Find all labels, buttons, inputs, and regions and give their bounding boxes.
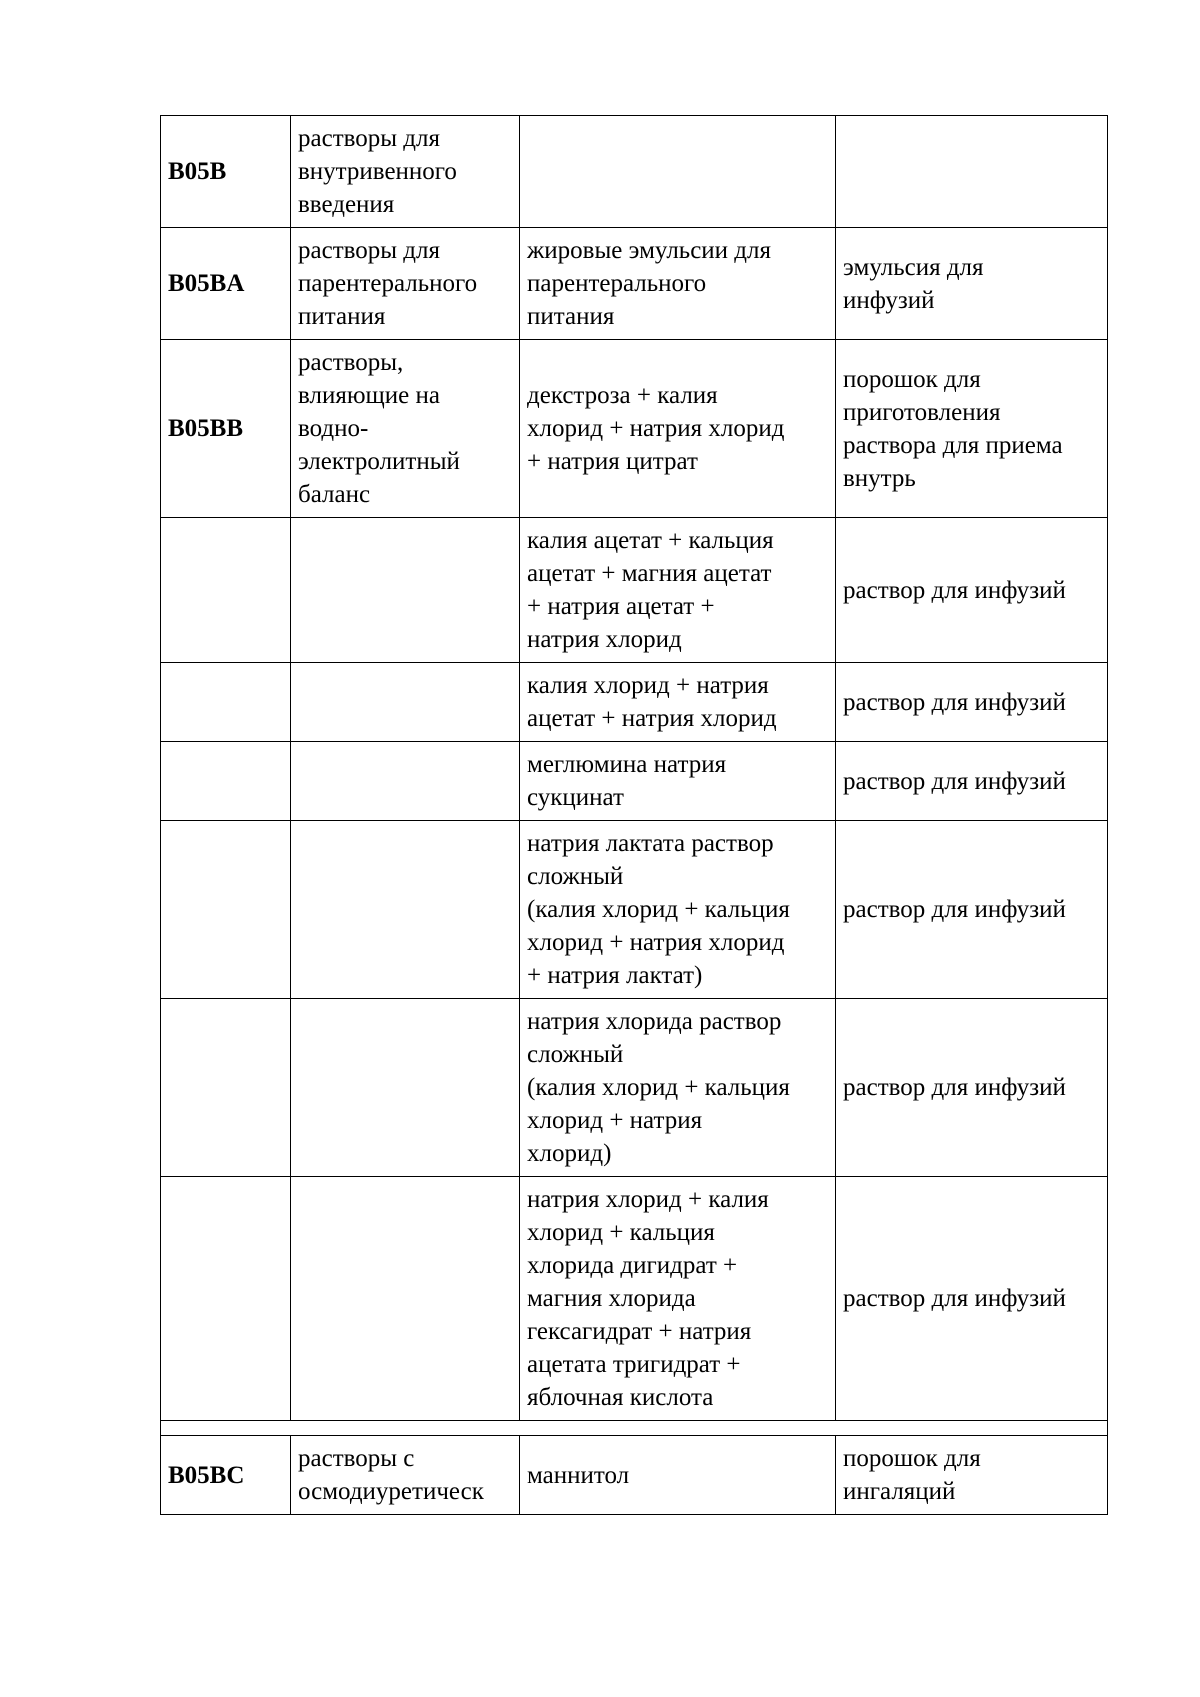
atc-code-cell: B05BC <box>161 1436 291 1515</box>
dosage-form-cell <box>836 116 1108 228</box>
inn-cell: натрия хлорида раствор сложный (калия хлорид + кальция хлорид + натрия хлорид) <box>520 999 836 1177</box>
inn-cell: натрия лактата раствор сложный (калия хлорид + кальция хлорид + натрия хлорид + натрия лактат) <box>520 821 836 999</box>
atc-code-cell: B05BA <box>161 228 291 340</box>
dosage-form-cell: эмульсия для инфузий <box>836 228 1108 340</box>
table-row <box>161 1177 1108 1421</box>
dosage-form-cell: порошок для приготовления раствора для приема внутрь <box>836 340 1108 518</box>
atc-code-cell: B05B <box>161 116 291 228</box>
group-cell: растворы для парентерального питания <box>291 228 520 340</box>
dosage-form-cell: раствор для инфузий <box>836 518 1108 663</box>
table-row <box>161 742 1108 821</box>
inn-cell: жировые эмульсии для парентерального питания <box>520 228 836 340</box>
dosage-form-cell: раствор для инфузий <box>836 742 1108 821</box>
table-row <box>161 999 1108 1177</box>
group-cell: растворы с осмодиуретическ <box>291 1436 520 1515</box>
atc-code-cell <box>161 742 291 821</box>
inn-cell: калия хлорид + натрия ацетат + натрия хлорид <box>520 663 836 742</box>
inn-cell: декстроза + калия хлорид + натрия хлорид + натрия цитрат <box>520 340 836 518</box>
atc-code-cell: B05BB <box>161 340 291 518</box>
group-cell <box>291 742 520 821</box>
group-cell: растворы для внутривенного введения <box>291 116 520 228</box>
dosage-form-cell: раствор для инфузий <box>836 999 1108 1177</box>
atc-code-cell <box>161 663 291 742</box>
inn-cell: натрия хлорид + калия хлорид + кальция хлорида дигидрат + магния хлорида гексагидрат + натрия ацетата тригидрат + яблочная кислота <box>520 1177 836 1421</box>
spacer-cell <box>161 1421 1108 1436</box>
atc-code-cell <box>161 821 291 999</box>
atc-code-cell <box>161 999 291 1177</box>
table-row <box>161 663 1108 742</box>
atc-code-cell <box>161 1177 291 1421</box>
table-row <box>161 340 1108 518</box>
atc-code-cell <box>161 518 291 663</box>
group-cell <box>291 999 520 1177</box>
table-row <box>161 228 1108 340</box>
inn-cell: маннитол <box>520 1436 836 1515</box>
table-row <box>161 518 1108 663</box>
group-cell <box>291 518 520 663</box>
table-row <box>161 116 1108 228</box>
dosage-form-cell: раствор для инфузий <box>836 663 1108 742</box>
inn-cell: калия ацетат + кальция ацетат + магния ацетат + натрия ацетат + натрия хлорид <box>520 518 836 663</box>
table-row <box>161 1436 1108 1515</box>
inn-cell: меглюмина натрия сукцинат <box>520 742 836 821</box>
dosage-form-cell: раствор для инфузий <box>836 821 1108 999</box>
group-cell <box>291 821 520 999</box>
table-row <box>161 821 1108 999</box>
drug-classification-table <box>160 115 1108 1515</box>
group-cell: растворы, влияющие на водно- электролитный баланс <box>291 340 520 518</box>
group-cell <box>291 663 520 742</box>
dosage-form-cell: порошок для ингаляций <box>836 1436 1108 1515</box>
dosage-form-cell: раствор для инфузий <box>836 1177 1108 1421</box>
inn-cell <box>520 116 836 228</box>
table-spacer-row <box>161 1421 1108 1436</box>
group-cell <box>291 1177 520 1421</box>
